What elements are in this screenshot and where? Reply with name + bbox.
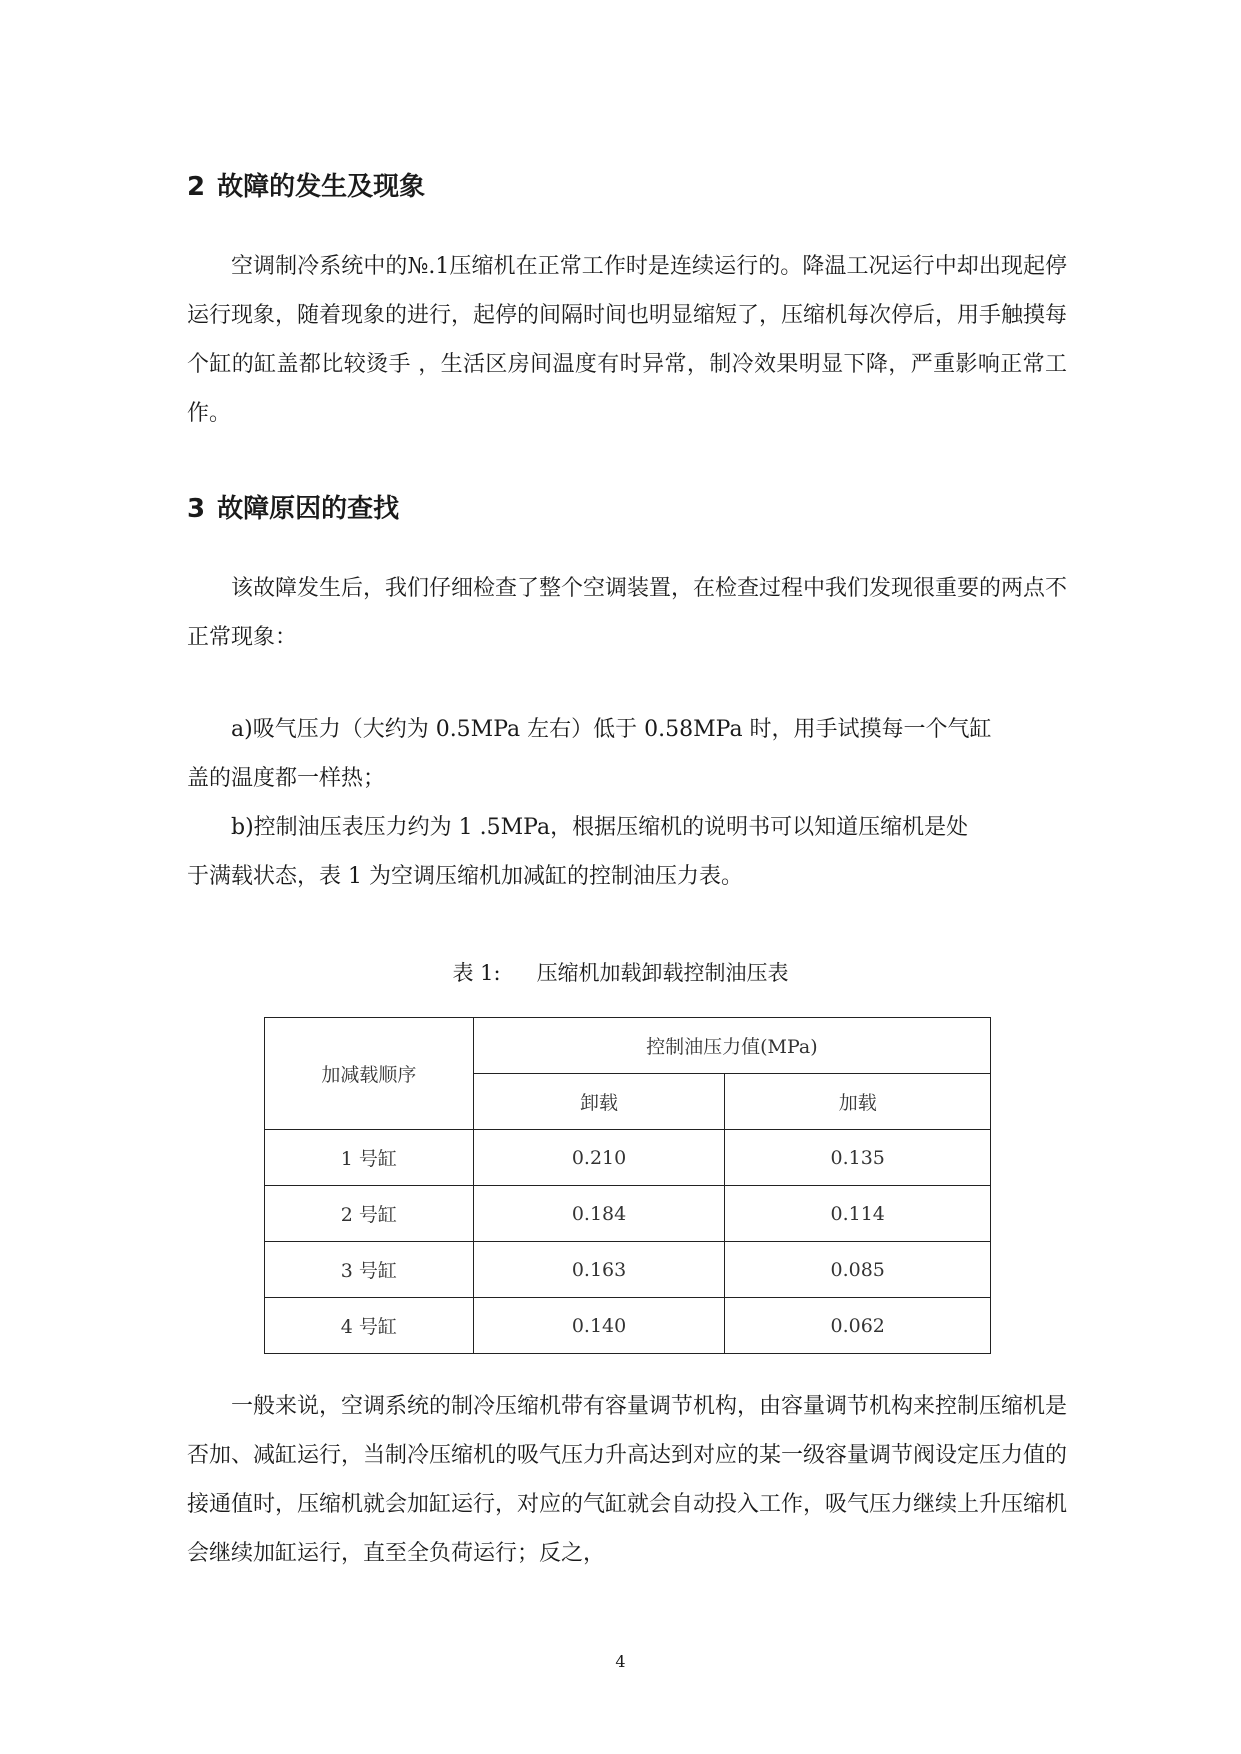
cell-load: 0.135 bbox=[725, 1130, 991, 1186]
header-pressure-group: 控制油压力值(MPa) bbox=[473, 1018, 990, 1074]
cell-cylinder: 4 号缸 bbox=[265, 1298, 474, 1354]
section-3-heading bbox=[187, 494, 399, 524]
cell-unload: 0.210 bbox=[473, 1130, 725, 1186]
item-b-line-1: b)控制油压表压力约为 1 .5MPa，根据压缩机的说明书可以知道压缩机是处 bbox=[231, 815, 969, 840]
cell-cylinder: 3 号缸 bbox=[265, 1242, 474, 1298]
section-2-title: 故障的发生及现象 bbox=[217, 172, 426, 202]
section-3-title: 故障原因的查找 bbox=[217, 494, 400, 524]
closing-paragraph: 一般来说，空调系统的制冷压缩机带有容量调节机构，由容量调节机构来控制压缩机是否加、减缸运行，当制冷压缩机的吸气压力升高达到对应的某一级容量调节阀设定压力值的接通值时，压缩机就会加缸运行，对应的气缸就会自动投入工作，吸气压力继续上升压缩机会继续加缸运行，直至全负荷运行；反之， bbox=[187, 1394, 1068, 1566]
table-row bbox=[265, 1186, 991, 1242]
cell-cylinder: 1 号缸 bbox=[265, 1130, 474, 1186]
cell-load: 0.062 bbox=[725, 1298, 991, 1354]
cell-load: 0.085 bbox=[725, 1242, 991, 1298]
section-2-paragraph: 空调制冷系统中的№.1压缩机在正常工作时是连续运行的。降温工况运行中却出现起停运行现象，随着现象的进行，起停的间隔时间也明显缩短了，压缩机每次停后，用手触摸每个缸的缸盖都比较烫手 ，生活区房间温度有时异常，制冷效果明显下降，严重影响正常工作。 bbox=[187, 254, 1068, 426]
header-load: 加载 bbox=[725, 1074, 991, 1130]
table-row bbox=[265, 1298, 991, 1354]
section-2-number: 2 bbox=[187, 172, 206, 202]
cell-cylinder: 2 号缸 bbox=[265, 1186, 474, 1242]
section-3-intro: 该故障发生后，我们仔细检查了整个空调装置，在检查过程中我们发现很重要的两点不正常现象： bbox=[187, 576, 1068, 650]
table-row bbox=[265, 1130, 991, 1186]
item-a-line-1: a)吸气压力（大约为 0.5MPa 左右）低于 0.58MPa 时，用手试摸每一个气缸 bbox=[231, 717, 992, 742]
section-2-heading bbox=[187, 172, 425, 202]
cell-load: 0.114 bbox=[725, 1186, 991, 1242]
item-b-line-2: 于满载状态，表 1 为空调压缩机加减缸的控制油压力表。 bbox=[187, 864, 743, 889]
table-caption-label: 表 1: bbox=[452, 961, 501, 985]
cell-unload: 0.140 bbox=[473, 1298, 725, 1354]
table-caption bbox=[0, 958, 1241, 988]
cell-unload: 0.163 bbox=[473, 1242, 725, 1298]
table-row bbox=[265, 1242, 991, 1298]
cell-unload: 0.184 bbox=[473, 1186, 725, 1242]
header-sequence: 加减载顺序 bbox=[265, 1018, 474, 1130]
table-caption-title: 压缩机加载卸载控制油压表 bbox=[536, 961, 789, 985]
page-number: 4 bbox=[615, 1652, 626, 1671]
header-unload: 卸载 bbox=[473, 1074, 725, 1130]
item-a-line-2: 盖的温度都一样热； bbox=[187, 766, 386, 791]
section-3-number: 3 bbox=[187, 494, 206, 524]
control-oil-pressure-table bbox=[264, 1017, 991, 1354]
